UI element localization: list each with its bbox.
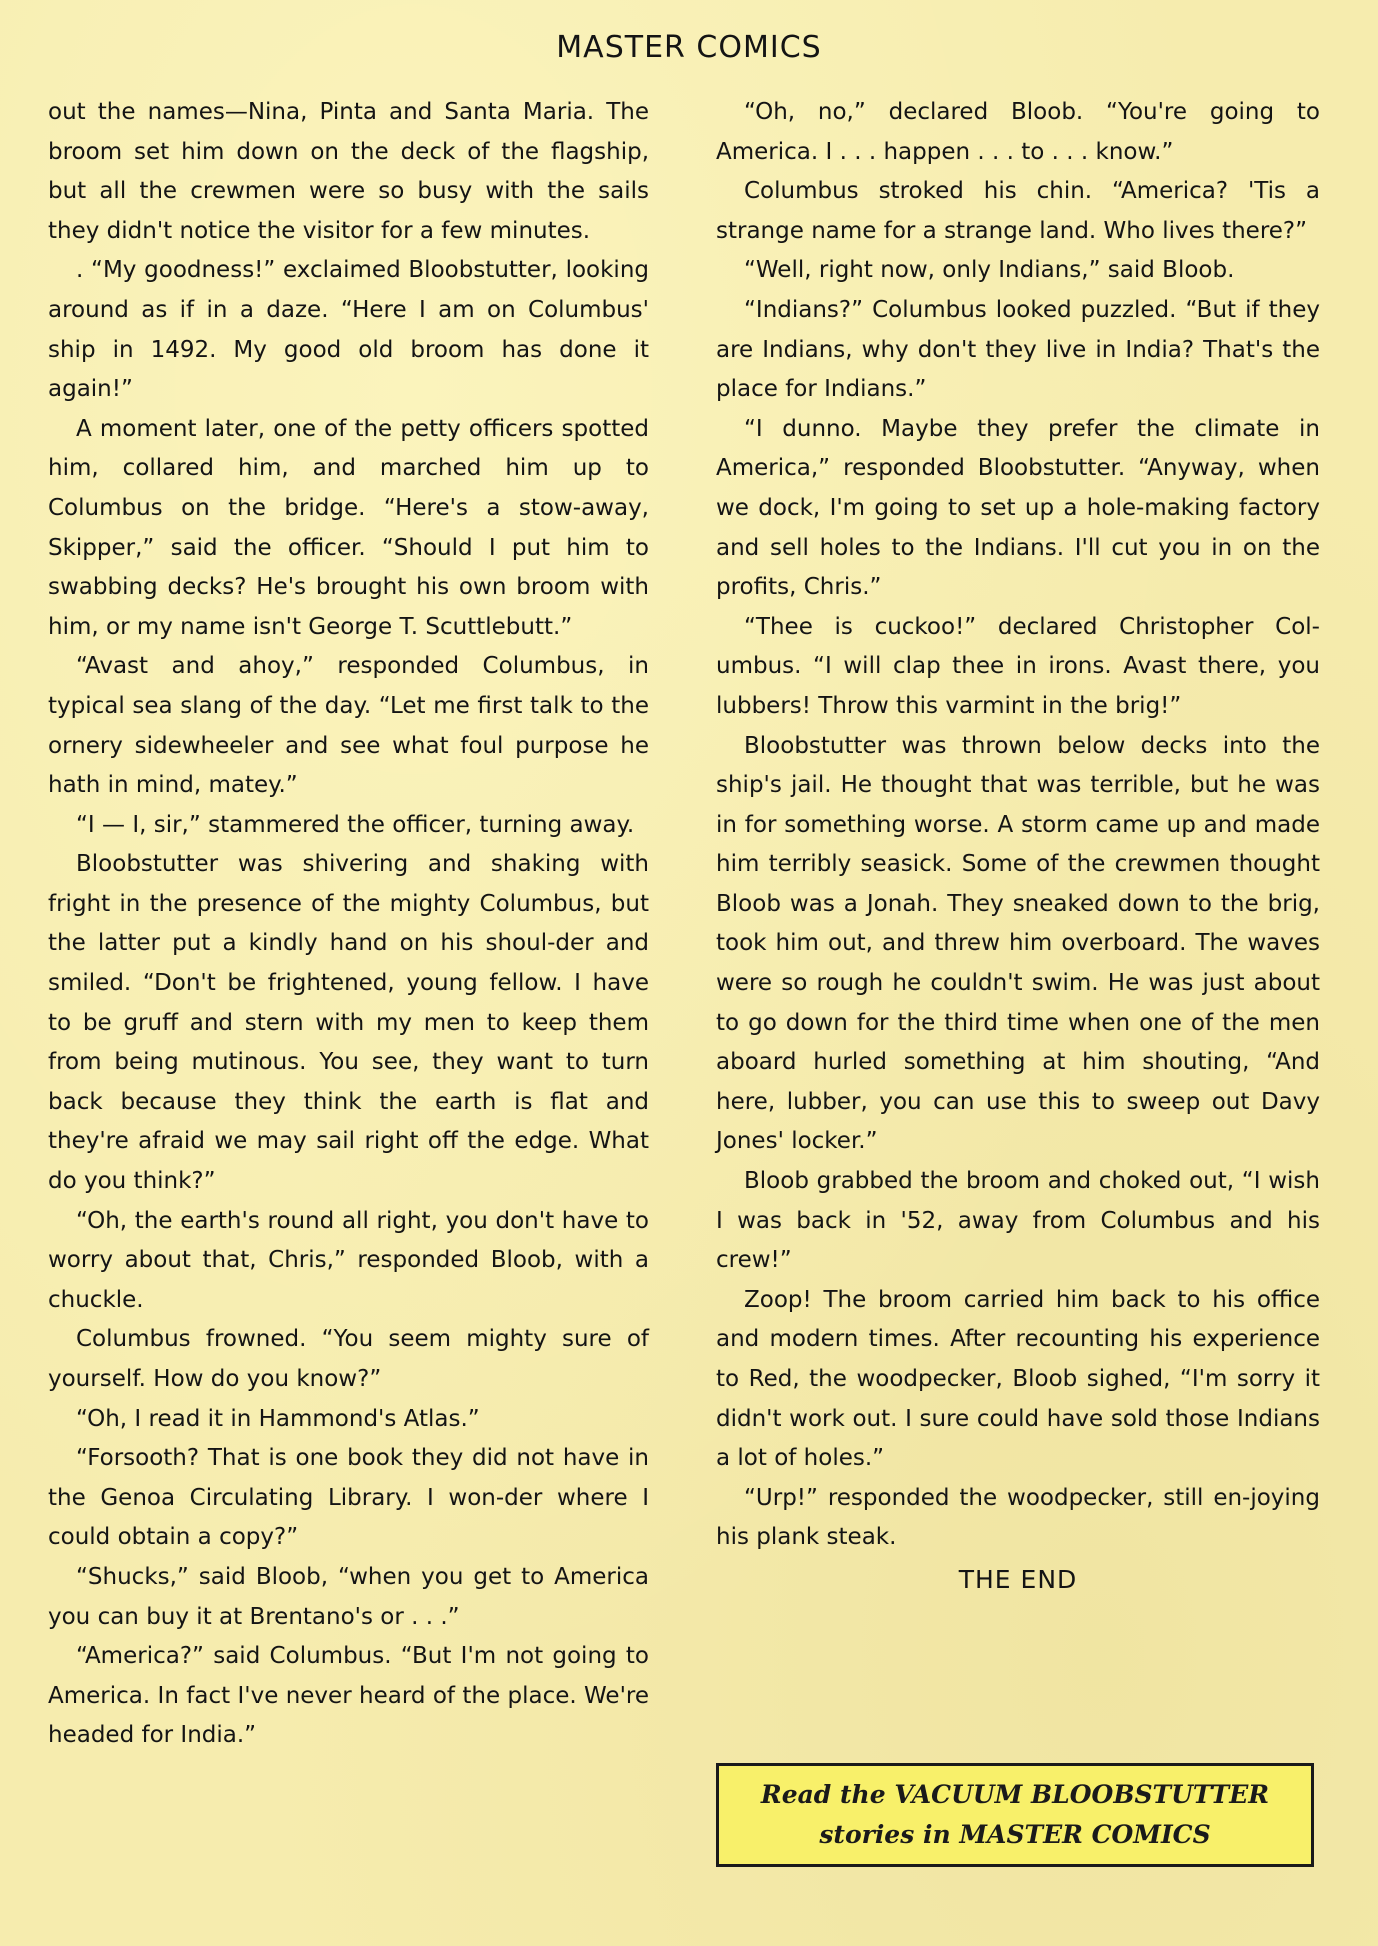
right-column (716, 93, 1320, 1600)
left-column (48, 93, 649, 1756)
paragraph: Zoop! The broom carried him back to his office and modern times. After recounting his experience to Red, the woodpecker, Bloob sighed, “I'm sorry it didn't work out. I sure could have sold those Indians a lot of holes.” (716, 1286, 1320, 1472)
the-end-label: THE END (958, 1564, 1078, 1594)
paragraph: A moment later, one of the petty officers spotted him, collared him, and marched him up to Columbus on the bridge. “Here's a stow-away, Skipper,” said the officer. “Should I put him to swabbing decks? He's brought his own broom with him, or my name isn't George T. Scuttlebutt.” (48, 415, 649, 640)
paragraph: “Forsooth? That is one book they did not have in the Genoa Circulating Library. I won-der where I could obtain a copy?” (48, 1445, 649, 1551)
paragraph: “Well, right now, only Indians,” said Bloob. (744, 257, 1235, 284)
paragraph: Columbus frowned. “You seem mighty sure of yourself. How do you know?” (48, 1326, 649, 1392)
promo-box (716, 1763, 1314, 1867)
paragraph: Columbus stroked his chin. “America? 'Tis a strange name for a strange land. Who lives there?” (716, 178, 1320, 244)
paragraph: “Oh, I read it in Hammond's Atlas.” (76, 1405, 480, 1432)
paragraph: “Thee is cuckoo!” declared Christopher Col-umbus. “I will clap thee in irons. Avast there, you lubbers! Throw this varmint in the brig!” (716, 613, 1320, 719)
paragraph: “America?” said Columbus. “But I'm not going to America. In fact I've never heard of the place. We're headed for India.” (48, 1643, 649, 1749)
promo-line-1: Read the VACUUM BLOOBSTUTTER (760, 1780, 1270, 1809)
paragraph: “Oh, the earth's round all right, you don't have to worry about that, Chris,” responded Bloob, with a chuckle. (48, 1207, 649, 1313)
paragraph: Bloobstutter was shivering and shaking with fright in the presence of the mighty Columbus, but the latter put a kindly hand on his shoul-der and smiled. “Don't be frightened, young fellow. I have to be gruff and stern with my men to keep them from being mutinous. You see, they want to turn back because they think the earth is flat and they're afraid we may sail right off the edge. What do you think?” (48, 851, 649, 1195)
paragraph: “Urp!” responded the woodpecker, still en-joying his plank steak. (716, 1484, 1320, 1551)
page-header: MASTER COMICS (556, 30, 822, 65)
paragraph: “Indians?” Columbus looked puzzled. “But if they are Indians, why don't they live in India? That's the place for Indians.” (716, 296, 1320, 403)
paragraph: “I — I, sir,” stammered the officer, turning away. (76, 811, 635, 838)
paragraph: Bloob grabbed the broom and choked out, “I wish I was back in '52, away from Columbus and his crew!” (716, 1168, 1320, 1274)
paragraph: Bloobstutter was thrown below decks into the ship's jail. He thought that was terrible, but he was in for something worse. A storm came up and made him terribly seasick. Some of the crewmen thought Bloob was a Jonah. They sneaked down to the brig, took him out, and threw him overboard. The waves were so rough he couldn't swim. He was just about to go down for the third time when one of the men aboard hurled something at him shouting, “And here, lubber, you can use this to sweep out Davy Jones' locker.” (716, 732, 1320, 1155)
promo-text (761, 1775, 1269, 1855)
paragraph: “I dunno. Maybe they prefer the climate in America,” responded Bloobstutter. “Anyway, when we dock, I'm going to set up a hole-making factory and sell holes to the Indians. I'll cut you in on the profits, Chris.” (716, 415, 1320, 601)
promo-line-2: stories in MASTER COMICS (819, 1820, 1211, 1849)
paragraph: out the names—Nina, Pinta and Santa Maria. The broom set him down on the deck of the flagship, but all the crewmen were so busy with the sails they didn't notice the visitor for a few minutes. (48, 99, 649, 244)
paragraph: “Oh, no,” declared Bloob. “You're going to America. I . . . happen . . . to . . . know.” (716, 99, 1320, 165)
paragraph: . “My goodness!” exclaimed Bloobstutter, looking around as if in a daze. “Here I am on Columbus' ship in 1492. My good old broom has done it again!” (48, 257, 649, 403)
paragraph: “Avast and ahoy,” responded Columbus, in typical sea slang of the day. “Let me first talk to the ornery sidewheeler and see what foul purpose he hath in mind, matey.” (48, 653, 649, 799)
paragraph: “Shucks,” said Bloob, “when you get to America you can buy it at Brentano's or . . .” (48, 1563, 649, 1630)
